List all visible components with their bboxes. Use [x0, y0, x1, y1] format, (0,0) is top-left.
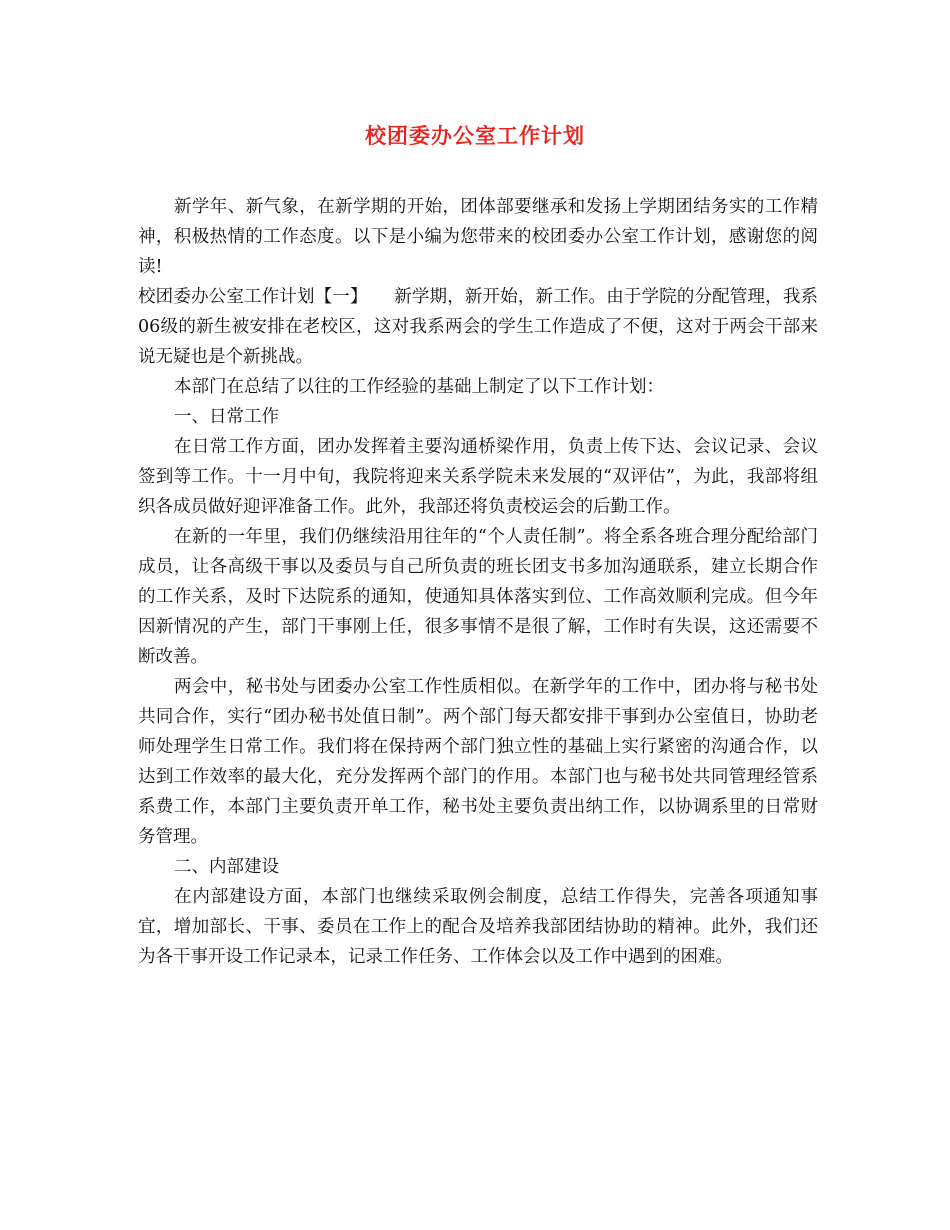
section-heading-daily-work: 一、日常工作 — [174, 407, 279, 427]
secretariat-paragraph: 两会中，秘书处与团委办公室工作性质相似。在新学年的工作中，团办将与秘书处共同合作，实行“团办秘书处值日制”。两个部门每天都安排干事到办公室值日，协助老师处理学生日常工作。我们将在保持两个部门独立性的基础上实行紧密的沟通合作，以达到工作效率的最大化，充分发挥两个部门的作用。本部门也与秘书处共同管理经管系系费工作，本部门主要负责开单工作，秘书处主要负责出纳工作，以协调系里的日常财务管理。 — [138, 677, 818, 847]
document-body — [138, 192, 818, 972]
intro-paragraph: 新学年、新气象，在新学期的开始，团体部要继承和发扬上学期团结务实的工作精神，积极热情的工作态度。以下是小编为您带来的校团委办公室工作计划，感谢您的阅读! — [138, 197, 818, 277]
section-heading-internal-building: 二、内部建设 — [174, 857, 279, 877]
document-title: 校团委办公室工作计划 — [365, 123, 585, 148]
daily-work-paragraph: 在日常工作方面，团办发挥着主要沟通桥梁作用，负责上传下达、会议记录、会议签到等工作。十一月中旬，我院将迎来关系学院未来发展的“双评估”，为此，我部将组织各成员做好迎评准备工作。此外，我部还将负责校运会的后勤工作。 — [138, 437, 818, 517]
responsibility-paragraph: 在新的一年里，我们仍继续沿用往年的“个人责任制”。将全系各班合理分配给部门成员，让各高级干事以及委员与自己所负责的班长团支书多加沟通联系，建立长期合作的工作关系，及时下达院系的通知，使通知具体落实到位、工作高效顺利完成。但今年因新情况的产生，部门干事刚上任，很多事情不是很了解，工作时有失误，这还需要不断改善。 — [138, 527, 818, 667]
summary-paragraph: 本部门在总结了以往的工作经验的基础上制定了以下工作计划： — [174, 377, 664, 397]
plan-one-paragraph: 校团委办公室工作计划【一】 新学期，新开始，新工作。由于学院的分配管理，我系06级的新生被安排在老校区，这对我系两会的学生工作造成了不便，这对于两会干部来说无疑也是个新挑战。 — [138, 287, 818, 367]
internal-building-paragraph: 在内部建设方面，本部门也继续采取例会制度，总结工作得失，完善各项通知事宜，增加部长、干事、委员在工作上的配合及培养我部团结协助的精神。此外，我们还为各干事开设工作记录本，记录工作任务、工作体会以及工作中遇到的困难。 — [138, 887, 818, 967]
